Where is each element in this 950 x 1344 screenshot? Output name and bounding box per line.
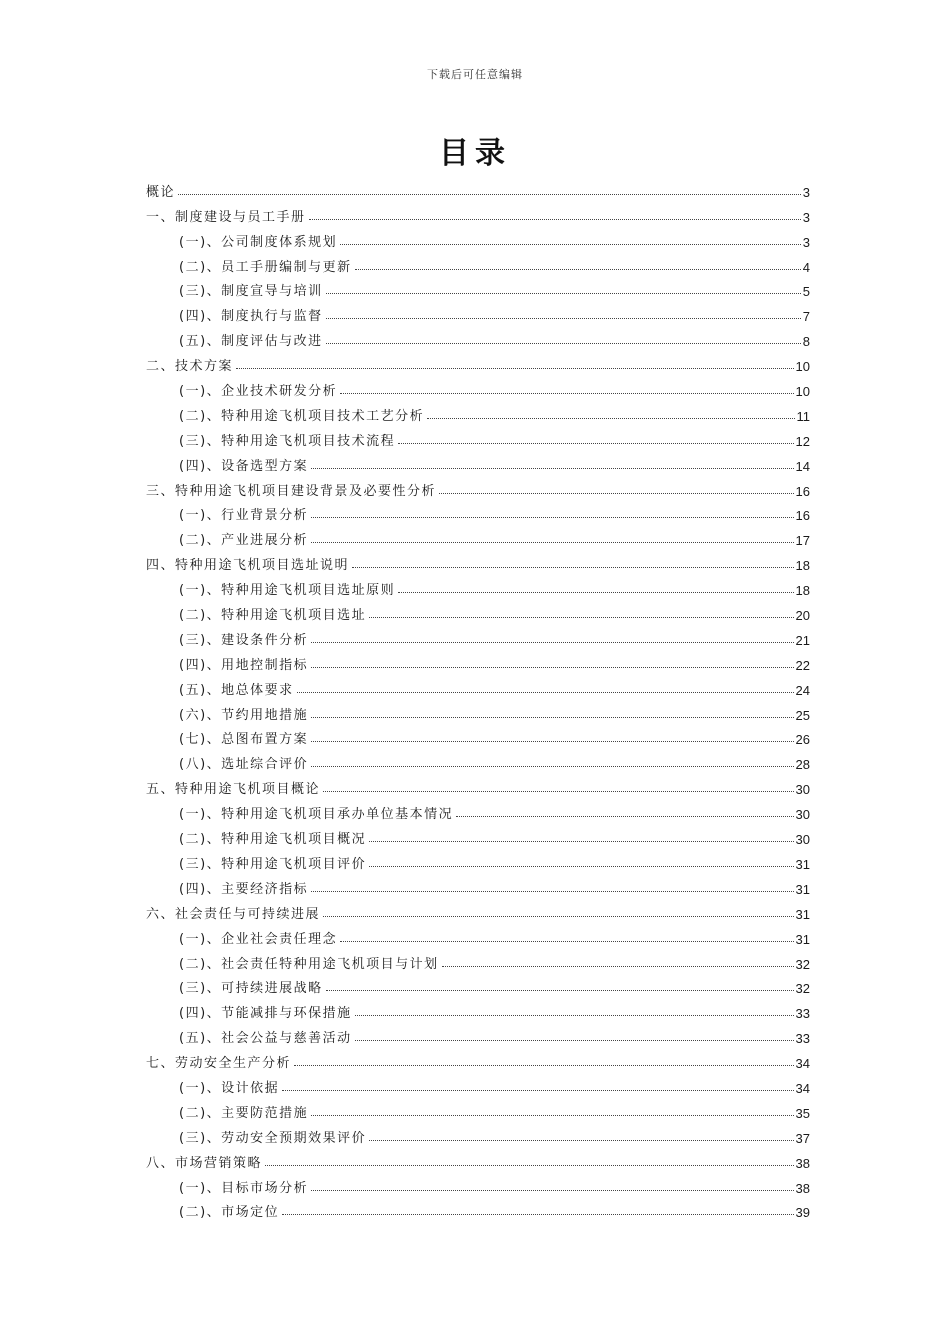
toc-page-number: 17 (795, 533, 810, 549)
toc-leader-dots (311, 1190, 793, 1191)
toc-leader-dots (369, 866, 793, 867)
toc-page-number: 24 (795, 682, 810, 698)
toc-entry-label: 一、制度建设与员工手册 (146, 209, 306, 225)
toc-subentry[interactable] (146, 499, 810, 524)
toc-entry-label: (三)、制度宣导与培训 (179, 284, 323, 300)
toc-entry-label: (四)、用地控制指标 (179, 657, 309, 673)
toc-page-number: 12 (795, 433, 810, 449)
toc-leader-dots (442, 966, 794, 967)
toc-leader-dots (309, 219, 801, 220)
toc-page-number: 8 (802, 334, 810, 350)
toc-entry-label: (二)、员工手册编制与更新 (179, 259, 352, 275)
toc-leader-dots (355, 269, 801, 270)
toc-leader-dots (311, 642, 793, 643)
toc-page-number: 11 (796, 408, 810, 424)
toc-entry-label: (三)、特种用途飞机项目技术流程 (179, 433, 396, 449)
toc-leader-dots (369, 841, 793, 842)
toc-leader-dots (340, 941, 793, 942)
toc-entry[interactable] (146, 772, 810, 797)
toc-subentry[interactable] (146, 623, 810, 648)
toc-entry-label: (六)、节约用地措施 (179, 707, 309, 723)
toc-subentry[interactable] (146, 747, 810, 772)
toc-leader-dots (311, 667, 793, 668)
toc-entry-label: (四)、制度执行与监督 (179, 309, 323, 325)
toc-leader-dots (326, 343, 801, 344)
toc-leader-dots (311, 741, 793, 742)
page-header: 下载后可任意编辑 (427, 68, 523, 81)
toc-page-number: 3 (802, 184, 810, 200)
toc-subentry[interactable] (146, 523, 810, 548)
toc-entry-label: (二)、社会责任特种用途飞机项目与计划 (179, 956, 439, 972)
toc-page-number: 30 (795, 832, 810, 848)
toc-entry-label: (二)、主要防范措施 (179, 1105, 309, 1121)
toc-subentry[interactable] (146, 872, 810, 897)
toc-page-number: 33 (795, 1006, 810, 1022)
toc-leader-dots (323, 791, 794, 792)
toc-page-number: 31 (795, 931, 810, 947)
toc-entry-label: (一)、设计依据 (179, 1080, 280, 1096)
toc-page-number: 10 (795, 359, 810, 375)
toc-subentry[interactable] (146, 424, 810, 449)
toc-page-number: 39 (795, 1205, 810, 1221)
toc-entry-label: (四)、设备选型方案 (179, 458, 309, 474)
toc-page-number: 30 (795, 807, 810, 823)
toc-leader-dots (311, 1115, 793, 1116)
toc-page-number: 35 (795, 1105, 810, 1121)
toc-leader-dots (355, 1040, 794, 1041)
toc-leader-dots (311, 766, 793, 767)
toc-page-number: 20 (795, 608, 810, 624)
toc-entry-label: 三、特种用途飞机项目建设背景及必要性分析 (146, 483, 437, 499)
toc-page-number: 31 (795, 906, 810, 922)
toc-leader-dots (294, 1065, 794, 1066)
toc-subentry[interactable] (146, 1096, 810, 1121)
toc-subentry[interactable] (146, 374, 810, 399)
toc-entry-label: 七、劳动安全生产分析 (146, 1056, 292, 1072)
toc-subentry[interactable] (146, 275, 810, 300)
toc-page-number: 32 (795, 981, 810, 997)
toc-subentry[interactable] (146, 972, 810, 997)
toc-entry-label: 五、特种用途飞机项目概论 (146, 782, 321, 798)
toc-subentry[interactable] (146, 797, 810, 822)
toc-subentry[interactable] (146, 598, 810, 623)
toc-subentry[interactable] (146, 324, 810, 349)
toc-entry-label: (三)、劳动安全预期效果评价 (179, 1130, 367, 1146)
toc-entry[interactable] (146, 897, 810, 922)
toc-subentry[interactable] (146, 1171, 810, 1196)
toc-leader-dots (340, 393, 793, 394)
toc-leader-dots (355, 1015, 794, 1016)
toc-entry[interactable] (146, 175, 810, 200)
toc-subentry[interactable] (146, 573, 810, 598)
toc-page-number: 32 (795, 956, 810, 972)
toc-leader-dots (326, 990, 794, 991)
toc-entry-label: (二)、特种用途飞机项目技术工艺分析 (179, 408, 425, 424)
toc-page-number: 38 (795, 1180, 810, 1196)
toc-subentry[interactable] (146, 698, 810, 723)
toc-page-number: 25 (795, 707, 810, 723)
toc-page-number: 31 (795, 881, 810, 897)
toc-entry-label: (一)、行业背景分析 (179, 508, 309, 524)
toc-page-number: 33 (795, 1031, 810, 1047)
toc-page-number: 3 (802, 234, 810, 250)
toc-entry-label: (四)、主要经济指标 (179, 881, 309, 897)
toc-page-number: 16 (795, 508, 810, 524)
toc-leader-dots (456, 816, 793, 817)
toc-entry-label: (七)、总图布置方案 (179, 732, 309, 748)
toc-page-number: 28 (795, 757, 810, 773)
toc-entry-label: (五)、制度评估与改进 (179, 334, 323, 350)
toc-page-number: 26 (795, 732, 810, 748)
toc-subentry[interactable] (146, 1121, 810, 1146)
toc-page-number: 7 (802, 309, 810, 325)
toc-subentry[interactable] (146, 1196, 810, 1221)
toc-page-number: 34 (795, 1056, 810, 1072)
toc-page-number: 37 (795, 1130, 810, 1146)
toc-subentry[interactable] (146, 399, 810, 424)
toc-page-number: 30 (795, 782, 810, 798)
toc-leader-dots (369, 1140, 793, 1141)
toc-subentry[interactable] (146, 1071, 810, 1096)
toc-leader-dots (282, 1090, 793, 1091)
toc-entry-label: (二)、特种用途飞机项目选址 (179, 608, 367, 624)
toc-entry[interactable] (146, 474, 810, 499)
toc-entry[interactable] (146, 349, 810, 374)
toc-entry-label: 二、技术方案 (146, 359, 234, 375)
toc-entry-label: (一)、企业社会责任理念 (179, 931, 338, 947)
toc-page-number: 4 (802, 259, 810, 275)
toc-entry-label: 四、特种用途飞机项目选址说明 (146, 558, 350, 574)
toc-entry-label: 六、社会责任与可持续进展 (146, 906, 321, 922)
toc-leader-dots (311, 468, 793, 469)
toc-entry[interactable] (146, 548, 810, 573)
toc-subentry[interactable] (146, 847, 810, 872)
toc-page-number: 34 (795, 1080, 810, 1096)
toc-leader-dots (297, 692, 794, 693)
toc-entry[interactable] (146, 200, 810, 225)
toc-entry-label: (一)、企业技术研发分析 (179, 384, 338, 400)
toc-entry-label: (八)、选址综合评价 (179, 757, 309, 773)
toc-page-number: 16 (795, 483, 810, 499)
toc-entry[interactable] (146, 1046, 810, 1071)
toc-page-number: 5 (802, 284, 810, 300)
toc-subentry[interactable] (146, 648, 810, 673)
toc-leader-dots (398, 443, 793, 444)
table-of-contents (146, 175, 810, 1220)
toc-entry-label: 概论 (146, 184, 176, 200)
toc-page-number: 3 (802, 209, 810, 225)
toc-entry-label: (一)、特种用途飞机项目承办单位基本情况 (179, 807, 454, 823)
toc-entry-label: (一)、目标市场分析 (179, 1180, 309, 1196)
toc-entry-label: (五)、社会公益与慈善活动 (179, 1031, 352, 1047)
toc-entry-label: (三)、建设条件分析 (179, 632, 309, 648)
toc-leader-dots (326, 318, 801, 319)
toc-entry-label: (三)、可持续进展战略 (179, 981, 323, 997)
toc-leader-dots (398, 592, 793, 593)
toc-entry-label: (四)、节能减排与环保措施 (179, 1006, 352, 1022)
toc-entry-label: 八、市场营销策略 (146, 1155, 263, 1171)
toc-page-number: 22 (795, 657, 810, 673)
toc-page-number: 31 (795, 856, 810, 872)
toc-subentry[interactable] (146, 449, 810, 474)
toc-entry[interactable] (146, 1146, 810, 1171)
toc-leader-dots (265, 1165, 794, 1166)
toc-subentry[interactable] (146, 822, 810, 847)
toc-entry-label: (五)、地总体要求 (179, 682, 294, 698)
toc-leader-dots (340, 244, 801, 245)
toc-page-number: 18 (795, 583, 810, 599)
toc-page-number: 18 (795, 558, 810, 574)
toc-subentry[interactable] (146, 299, 810, 324)
toc-entry-label: (一)、特种用途飞机项目选址原则 (179, 583, 396, 599)
toc-entry-label: (一)、公司制度体系规划 (179, 234, 338, 250)
toc-entry-label: (二)、市场定位 (179, 1205, 280, 1221)
toc-leader-dots (311, 517, 793, 518)
toc-page-number: 21 (795, 632, 810, 648)
toc-leader-dots (439, 493, 794, 494)
toc-title: 目录 (439, 136, 511, 171)
toc-leader-dots (311, 542, 793, 543)
toc-leader-dots (427, 418, 794, 419)
toc-page-number: 38 (795, 1155, 810, 1171)
toc-subentry[interactable] (146, 922, 810, 947)
toc-leader-dots (323, 916, 794, 917)
toc-leader-dots (311, 717, 793, 718)
toc-subentry[interactable] (146, 225, 810, 250)
toc-entry-label: (三)、特种用途飞机项目评价 (179, 856, 367, 872)
toc-page-number: 10 (795, 384, 810, 400)
toc-subentry[interactable] (146, 947, 810, 972)
toc-leader-dots (282, 1214, 793, 1215)
toc-subentry[interactable] (146, 1021, 810, 1046)
toc-page-number: 14 (795, 458, 810, 474)
toc-subentry[interactable] (146, 723, 810, 748)
toc-entry-label: (二)、产业进展分析 (179, 533, 309, 549)
toc-leader-dots (311, 891, 793, 892)
toc-entry-label: (二)、特种用途飞机项目概况 (179, 832, 367, 848)
toc-leader-dots (326, 293, 801, 294)
toc-leader-dots (369, 617, 793, 618)
toc-leader-dots (178, 194, 801, 195)
toc-subentry[interactable] (146, 250, 810, 275)
toc-subentry[interactable] (146, 996, 810, 1021)
toc-leader-dots (236, 368, 794, 369)
toc-leader-dots (352, 567, 794, 568)
toc-subentry[interactable] (146, 673, 810, 698)
